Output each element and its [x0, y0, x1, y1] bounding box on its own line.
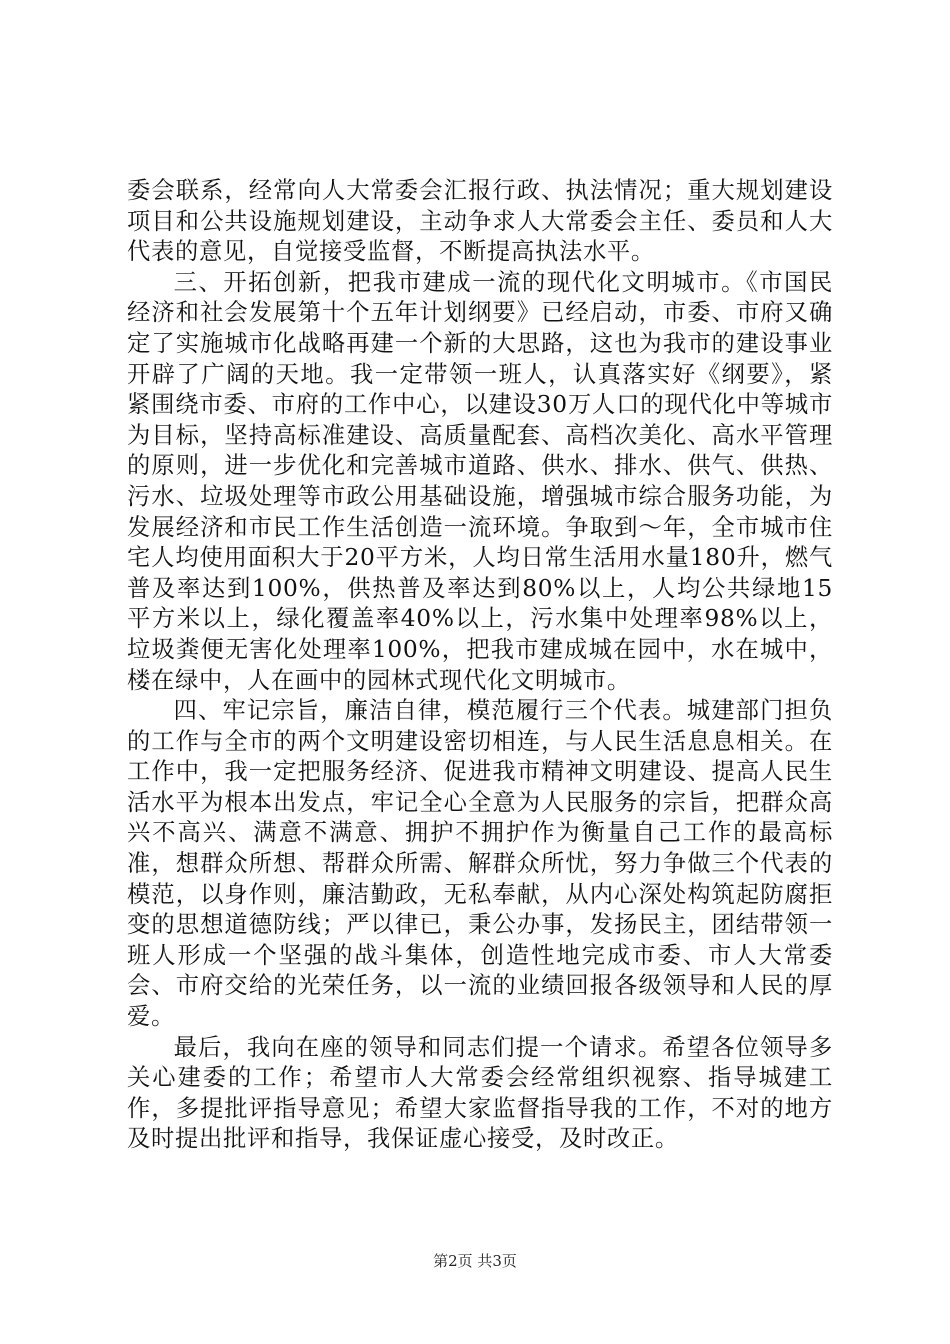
paragraph-section-four: 四、牢记宗旨，廉洁自律，模范履行三个代表。城建部门担负的工作与全市的两个文明建设密切相连，与人民生活息息相关。在工作中，我一定把服务经济、促进我市精神文明建设、提高人民生活水平为根本出发点，牢记全心全意为人民服务的宗旨，把群众高兴不高兴、满意不满意、拥护不拥护作为衡量自己工作的最高标准，想群众所想、帮群众所需、解群众所忧，努力争做三个代表的模范，以身作则，廉洁勤政，无私奉献，从内心深处构筑起防腐拒变的思想道德防线；严以律已，秉公办事，发扬民主，团结带领一班人形成一个坚强的战斗集体，创造性地完成市委、市人大常委会、市府交给的光荣任务，以一流的业绩回报各级领导和人民的厚爱。	[127, 697, 833, 1031]
paragraph-closing: 最后，我向在座的领导和同志们提一个请求。希望各位领导多关心建委的工作；希望市人大常委会经常组织视察、指导城建工作，多提批评指导意见；希望大家监督指导我的工作，不对的地方及时提出批评和指导，我保证虚心接受，及时改正。	[127, 1033, 833, 1153]
page-number-footer: 第2页 共3页	[433, 1252, 517, 1270]
document-body	[127, 176, 833, 1155]
paragraph-continuation: 委会联系，经常向人大常委会汇报行政、执法情况；重大规划建设项目和公共设施规划建设，主动争求人大常委会主任、委员和人大代表的意见，自觉接受监督，不断提高执法水平。	[127, 177, 833, 266]
paragraph-section-three: 三、开拓创新，把我市建成一流的现代化文明城市。《市国民经济和社会发展第十个五年计划纲要》已经启动，市委、市府又确定了实施城市化战略再建一个新的大思路，这也为我市的建设事业开辟了广阔的天地。我一定带领一班人，认真落实好《纲要》，紧紧围绕市委、市府的工作中心，以建设30万人口的现代化中等城市为目标，坚持高标准建设、高质量配套、高档次美化、高水平管理的原则，进一步优化和完善城市道路、供水、排水、供气、供热、污水、垃圾处理等市政公用基础设施，增强城市综合服务功能，为发展经济和市民工作生活创造一流环境。争取到～年，全市城市住宅人均使用面积大于20平方米，人均日常生活用水量180升，燃气普及率达到100%，供热普及率达到80%以上，人均公共绿地15平方米以上，绿化覆盖率40%以上，污水集中处理率98%以上，垃圾粪便无害化处理率100%，把我市建成城在园中，水在城中，楼在绿中，人在画中的园林式现代化文明城市。	[127, 268, 833, 694]
